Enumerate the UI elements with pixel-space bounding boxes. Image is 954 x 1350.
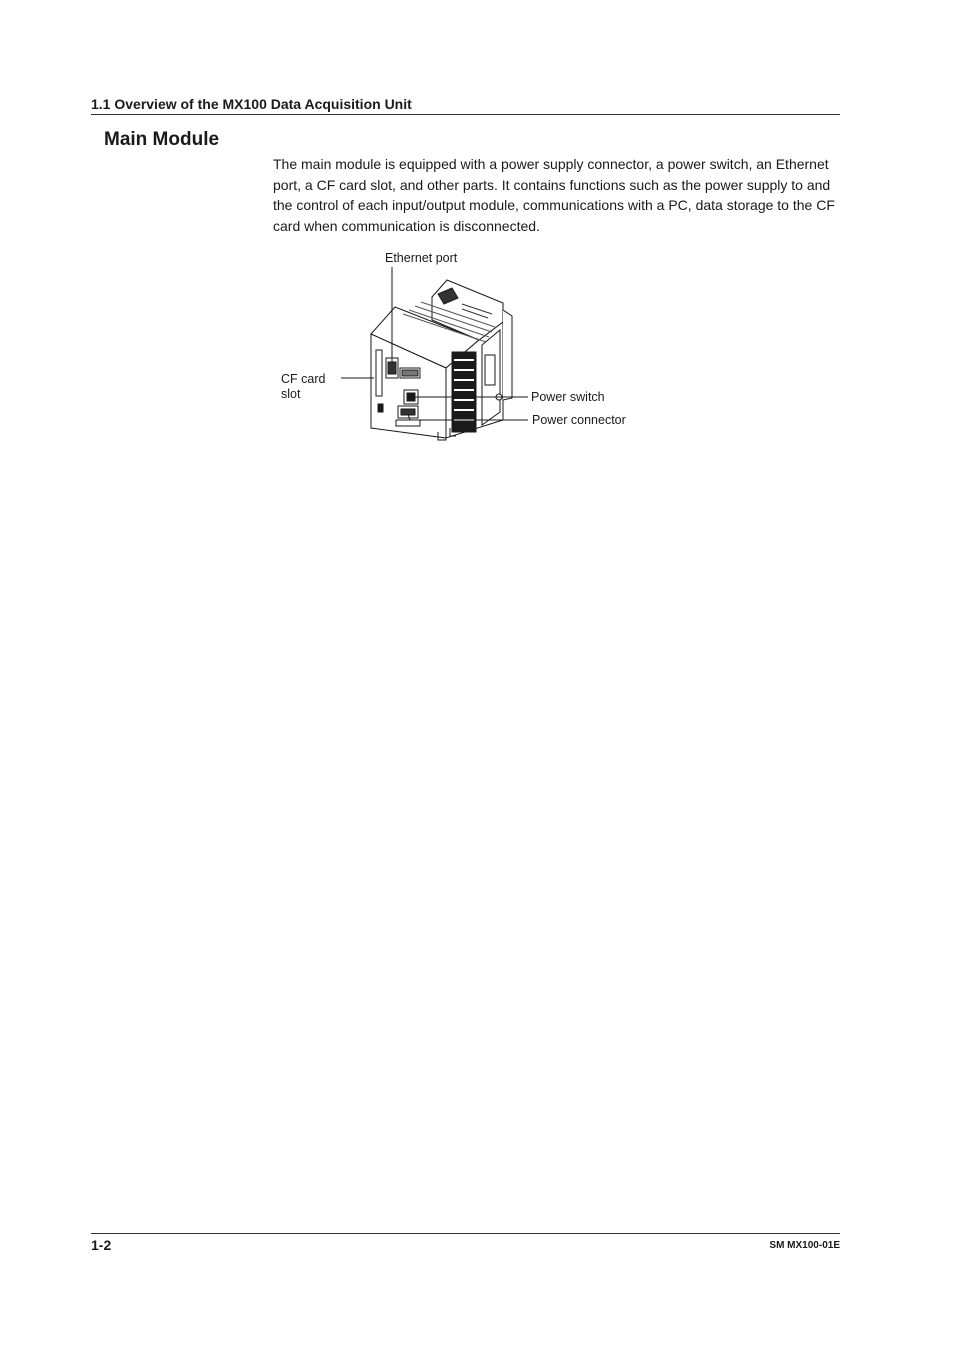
power-switch-label: Power switch	[531, 390, 605, 404]
ethernet-port-label: Ethernet port	[385, 251, 458, 265]
page-number: 1-2	[91, 1237, 112, 1253]
description-paragraph: The main module is equipped with a power supply connector, a power switch, an Ethernet port, a CF card slot, and other parts. It contains functions such as the power supply to and the control of each input/output module, communications with a PC, data storage to the CF card when communication is disconnected.	[273, 156, 835, 235]
power-connector-label: Power connector	[532, 413, 626, 427]
cf-card-slot-label-line1: CF card	[281, 372, 326, 386]
footer-rule	[91, 1233, 840, 1234]
running-header-title: 1.1 Overview of the MX100 Data Acquisition Unit	[91, 96, 412, 112]
document-id: SM MX100-01E	[769, 1240, 840, 1251]
section-heading: Main Module	[104, 129, 220, 150]
cf-card-slot-label-line2: slot	[281, 387, 301, 401]
